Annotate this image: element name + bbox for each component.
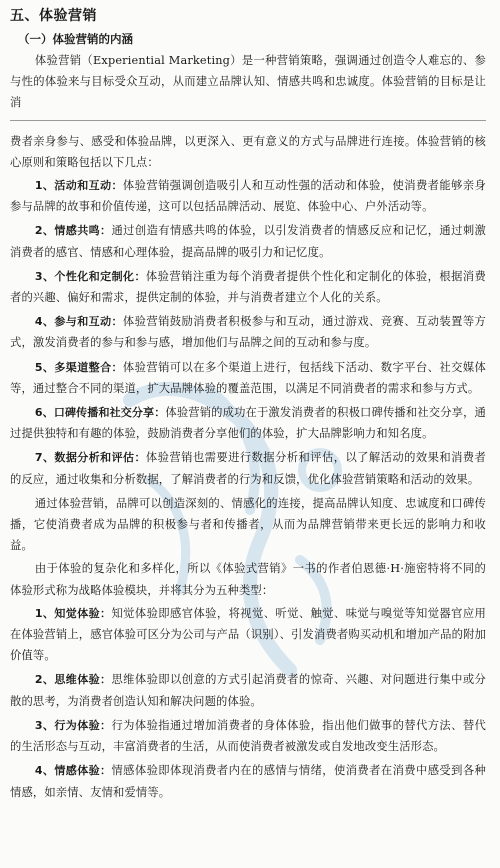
item-number: 3、 [34, 269, 55, 283]
list-item [10, 715, 486, 757]
item-text: 体验营销的成功在于激发消费者的积极口碑传播和社交分享，通过提供独特和有趣的体验，鼓励消费者分享他们的体验，扩大品牌影响力和知名度。 [10, 406, 486, 441]
list-item [10, 603, 486, 667]
intro-paragraph-part2: 费者亲身参与、感受和体验品牌，以更深入、更有意义的方式与品牌进行连接。体验营销的核心原则和策略包括以下几点： [10, 134, 486, 169]
item-keyword: 知觉体验： [54, 606, 112, 620]
list-item [10, 402, 486, 444]
list-item [10, 357, 486, 399]
modules-list [10, 603, 486, 803]
item-keyword: 情感体验： [54, 764, 112, 778]
item-keyword: 口碑传播和社交分享： [53, 406, 166, 420]
item-number: 2、 [34, 673, 55, 687]
principles-list [10, 175, 486, 490]
item-text: 行为体验指通过增加消费者的身体体验，指出他们做事的替代方法、替代的生活形态与互动，丰富消费者的生活，从而使消费者被激发或自发地改变生活形态。 [10, 718, 487, 754]
summary-paragraph: 通过体验营销，品牌可以创造深刻的、情感化的连接，提高品牌认知度、忠诚度和口碑传播，它使消费者成为品牌的积极参与者和传播者，从而为品牌营销带来更长远的影响力和收益。 [10, 496, 486, 553]
item-keyword: 活动和互动： [54, 179, 123, 193]
list-item [10, 447, 486, 489]
modules-intro-paragraph: 由于体验的复杂化和多样化，所以《体验式营销》一书的作者伯恩德·H·施密特将不同的体验形式称为战略体验模块，并将其分为五种类型： [10, 562, 486, 597]
item-number: 6、 [34, 406, 54, 420]
list-item [10, 311, 486, 353]
item-keyword: 行为体验： [54, 718, 112, 732]
item-number: 4、 [34, 315, 55, 329]
item-keyword: 个性化和定制化： [54, 269, 146, 283]
list-item [10, 175, 486, 217]
item-keyword: 数据分析和评估： [54, 451, 146, 465]
item-text: 情感体验即体现消费者内在的感情与情绪，使消费者在消费中感受到各种情感，如亲情、友情和爱情等。 [10, 764, 487, 799]
list-item [10, 220, 486, 262]
item-keyword: 思维体验： [54, 673, 112, 687]
item-keyword: 情感共鸣： [54, 224, 112, 238]
item-text: 通过创造有情感共鸣的体验，以引发消费者的情感反应和记忆，通过刺激消费者的感官、情感和心理体验，提高品牌的吸引力和记忆度。 [10, 224, 487, 259]
item-number: 2、 [34, 224, 55, 238]
item-number: 4、 [34, 764, 55, 778]
item-keyword: 多渠道整合： [54, 360, 123, 374]
item-text: 体验营销强调创造吸引人和互动性强的活动和体验，使消费者能够亲身参与品牌的故事和价值传递，这可以包括品牌活动、展览、体验中心、户外活动等。 [10, 179, 486, 214]
item-number: 7、 [34, 451, 55, 465]
item-text: 体验营销注重为每个消费者提供个性化和定制化的体验，根据消费者的兴趣、偏好和需求，提供定制的体验，并与消费者建立个人化的关系。 [10, 269, 486, 305]
item-number: 1、 [34, 179, 55, 193]
item-text: 知觉体验即感官体验，将视觉、听觉、触觉、味觉与嗅觉等知觉器官应用在体验营销上，感官体验可区分为公司与产品（识别）、引发消费者购买动机和增加产品的附加价值等。 [10, 606, 487, 663]
list-item [10, 760, 486, 802]
subsection-title: （一）体验营销的内涵 [18, 32, 133, 46]
intro-paragraph-part1: 体验营销（Experiential Marketing）是一种营销策略，强调通过创造令人难忘的、参与性的体验来与目标受众互动，从而建立品牌认知、情感共鸣和忠诚度。体验营销的目标是让消 [10, 50, 486, 121]
item-text: 思维体验即以创意的方式引起消费者的惊奇、兴趣、对问题进行集中或分散的思考，为消费者创造认知和解决问题的体验。 [10, 673, 487, 708]
list-item [10, 669, 486, 711]
item-number: 5、 [34, 360, 55, 374]
item-keyword: 参与和互动： [54, 315, 123, 329]
section-title: 五、体验营销 [10, 8, 97, 24]
item-text: 体验营销鼓励消费者积极参与和互动，通过游戏、竞赛、互动装置等方式，激发消费者的参与和参与感，增加他们与品牌之间的互动和参与度。 [10, 315, 486, 350]
item-text: 体验营销也需要进行数据分析和评估，以了解活动的效果和消费者的反应，通过收集和分析数据，了解消费者的行为和反馈，优化体验营销策略和活动的效果。 [10, 451, 486, 486]
item-text: 体验营销可以在多个渠道上进行，包括线下活动、数字平台、社交媒体等，通过整合不同的渠道，扩大品牌体验的覆盖范围，以满足不同消费者的需求和参与方式。 [10, 360, 486, 395]
item-number: 1、 [34, 606, 55, 620]
item-number: 3、 [34, 718, 55, 732]
list-item [10, 266, 486, 308]
